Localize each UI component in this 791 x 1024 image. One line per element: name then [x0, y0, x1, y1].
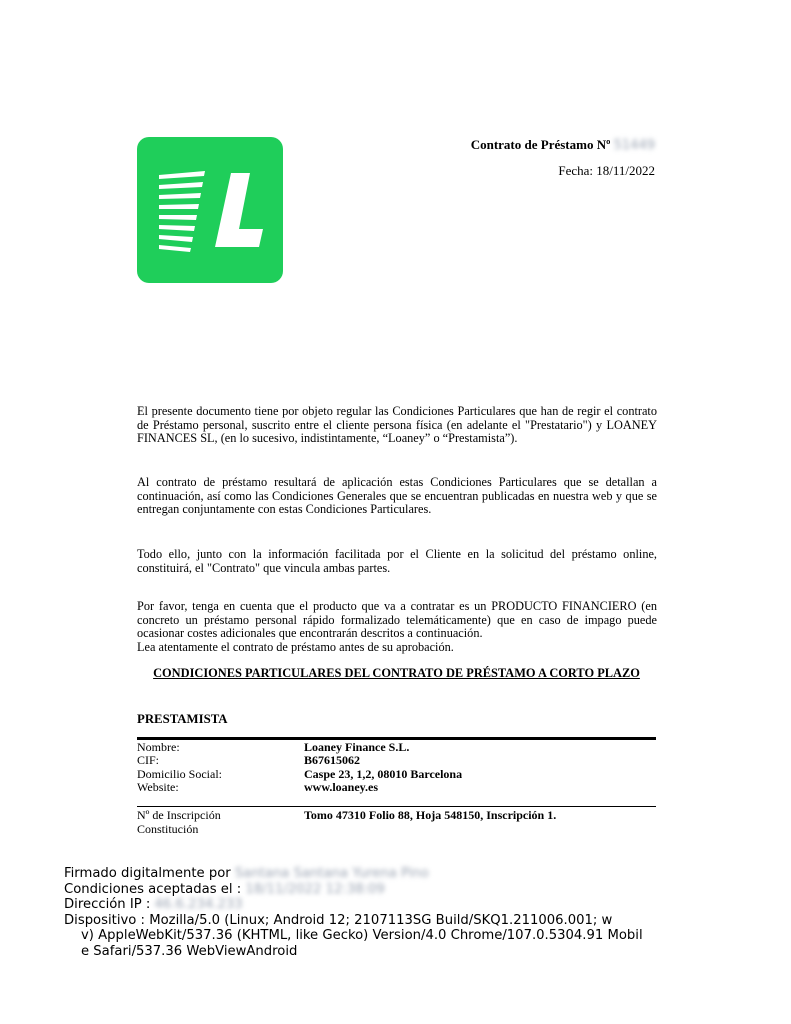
loaney-logo-glyph	[137, 137, 283, 283]
signed-by-label: Firmado digitalmente por	[64, 866, 231, 881]
device-line-3: e Safari/537.36 WebViewAndroid	[81, 943, 298, 959]
conditions-paragraph	[137, 476, 657, 517]
loaney-logo-icon	[137, 137, 283, 283]
read-carefully-text: Lea atentamente el contrato de préstamo antes de su aprobación.	[137, 639, 454, 654]
registration-label-line-2: Constitución	[137, 822, 199, 836]
ip-value: 46.6.234.233	[154, 897, 243, 912]
intro-paragraph	[137, 405, 657, 446]
accepted-at-value: 18/11/2022 12:38:09	[245, 881, 385, 897]
lender-name-label: Nombre:	[137, 740, 180, 754]
warning-paragraph-text: Por favor, tenga en cuenta que el producto que va a contratar es un PRODUCTO FINANCIERO (en concreto un préstamo personal rápido formalizado telemáticamente) que en caso de impago puede ocasionar costes adicionales que encontrarán descritos a continuación.	[137, 599, 657, 641]
signed-by-line	[64, 866, 664, 882]
registration-label-line-1: Nº de Inscripción	[137, 808, 221, 822]
lender-address-value: Caspe 23, 1,2, 08010 Barcelona	[304, 766, 463, 781]
lender-website-label: Website:	[137, 780, 179, 795]
signer-name: Santana Santana Yurena Pino	[234, 866, 429, 881]
contract-number: 51449	[613, 138, 655, 153]
contract-label: Contrato de Préstamo Nº	[470, 137, 611, 152]
accepted-at-label: Condiciones aceptadas el :	[64, 881, 242, 897]
lender-section-title: PRESTAMISTA	[137, 712, 228, 726]
lender-website-value: www.loaney.es	[304, 780, 379, 795]
lender-cif-value: B67615062	[304, 753, 361, 768]
device-line-2: v) AppleWebKit/537.36 (KHTML, like Gecko) Version/4.0 Chrome/107.0.5304.91 Mobil	[81, 928, 643, 943]
accepted-at-line	[64, 882, 664, 898]
conditions-title: CONDICIONES PARTICULARES DEL CONTRATO DE PRÉSTAMO A CORTO PLAZO	[153, 666, 640, 680]
warning-paragraph	[137, 600, 657, 654]
contract-title	[471, 137, 655, 153]
device-line-1: Dispositivo : Mozilla/5.0 (Linux; Android 12; 2107113SG Build/SKQ1.211006.001; w	[64, 912, 613, 928]
lender-name-value: Loaney Finance S.L.	[304, 740, 410, 754]
lender-values	[304, 741, 462, 795]
contract-date: Fecha: 18/11/2022	[558, 163, 655, 178]
ip-line	[64, 897, 664, 913]
contract-paragraph-text: Todo ello, junto con la información facilitada por el Cliente en la solicitud del préstamo online, constituirá, el "Contrato" que vincula ambas partes.	[137, 547, 657, 575]
ip-label: Dirección IP :	[64, 897, 151, 912]
registration-label	[137, 808, 221, 836]
contract-paragraph	[137, 548, 657, 575]
lender-cif-label: CIF:	[137, 753, 160, 768]
digital-signature	[64, 866, 664, 959]
row-divider	[137, 806, 656, 807]
lender-address-label: Domicilio Social:	[137, 766, 222, 781]
conditions-paragraph-text: Al contrato de préstamo resultará de aplicación estas Condiciones Particulares que se detallan a continuación, así como las Condiciones Generales que se encuentran publicadas en nuestra web y que se entregan conjuntamente con estas Condiciones Particulares.	[137, 475, 657, 517]
lender-labels	[137, 741, 222, 795]
intro-paragraph-text: El presente documento tiene por objeto regular las Condiciones Particulares que han de regir el contrato de Préstamo personal, suscrito entre el cliente persona física (en adelante el "Prestatario") y LOANEY FINANCES SL, (en lo sucesivo, indistintamente, “Loaney” o “Prestamista”).	[137, 404, 657, 446]
registration-value: Tomo 47310 Folio 88, Hoja 548150, Inscripción 1.	[304, 808, 557, 822]
